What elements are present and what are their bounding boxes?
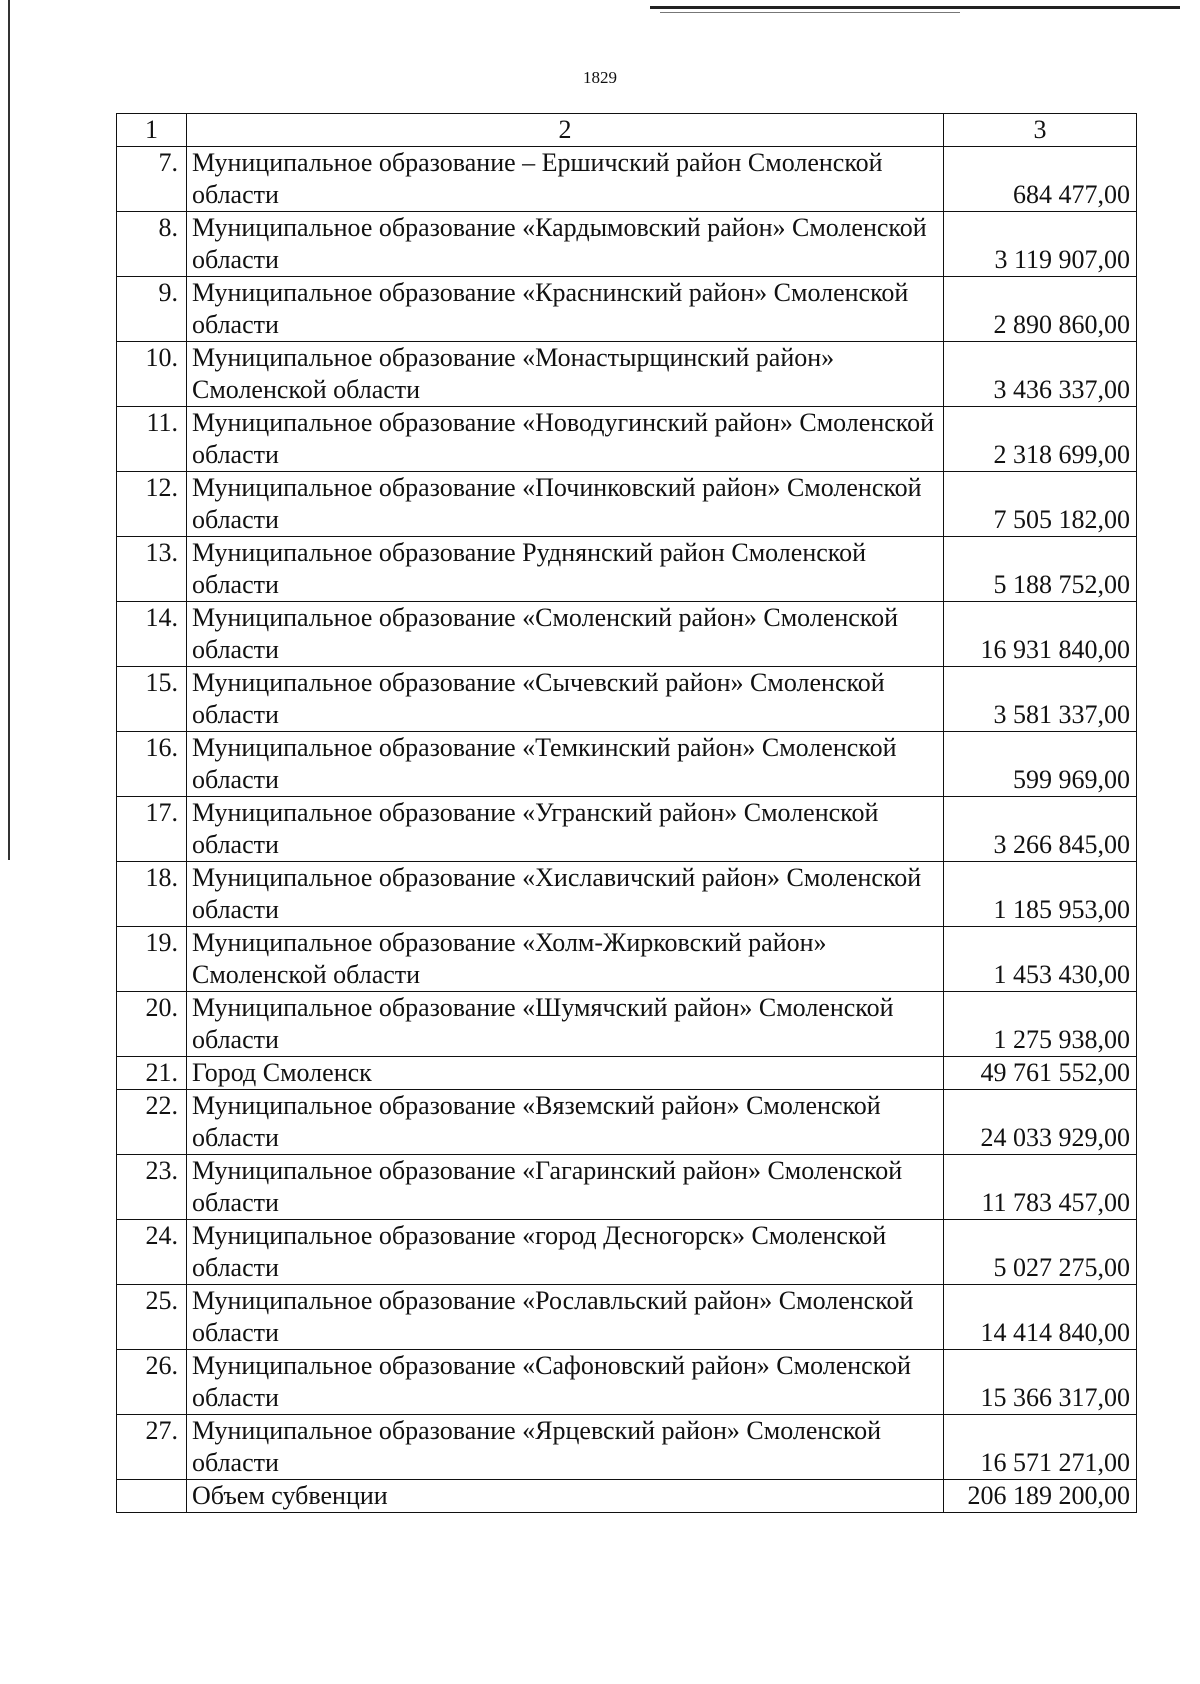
table-row xyxy=(117,1285,1137,1350)
scan-border-left xyxy=(8,0,10,860)
municipality-name: Муниципальное образование «Вяземский район» Смоленской области xyxy=(187,1090,944,1155)
table-row xyxy=(117,602,1137,667)
subvention-amount: 11 783 457,00 xyxy=(944,1155,1137,1220)
municipality-name: Муниципальное образование «Рославльский район» Смоленской области xyxy=(187,1285,944,1350)
page-number: 1829 xyxy=(583,68,617,87)
subvention-amount: 15 366 317,00 xyxy=(944,1350,1137,1415)
table-row xyxy=(117,927,1137,992)
table-row xyxy=(117,407,1137,472)
municipality-name: Муниципальное образование «Угранский район» Смоленской области xyxy=(187,797,944,862)
header-col-number: 1 xyxy=(117,114,187,147)
table-row xyxy=(117,1090,1137,1155)
table-row xyxy=(117,732,1137,797)
row-number: 17. xyxy=(117,797,187,862)
municipality-name: Муниципальное образование – Ершичский район Смоленской области xyxy=(187,147,944,212)
subvention-amount: 7 505 182,00 xyxy=(944,472,1137,537)
table-row xyxy=(117,472,1137,537)
table-row xyxy=(117,862,1137,927)
header-col-name: 2 xyxy=(187,114,944,147)
subvention-amount: 1 275 938,00 xyxy=(944,992,1137,1057)
subvention-amount: 1 453 430,00 xyxy=(944,927,1137,992)
table-row xyxy=(117,797,1137,862)
row-number: 18. xyxy=(117,862,187,927)
table-row xyxy=(117,1155,1137,1220)
row-number: 16. xyxy=(117,732,187,797)
row-number: 11. xyxy=(117,407,187,472)
subvention-amount: 3 119 907,00 xyxy=(944,212,1137,277)
municipality-name: Муниципальное образование «Монастырщинский район» Смоленской области xyxy=(187,342,944,407)
row-number: 25. xyxy=(117,1285,187,1350)
row-number xyxy=(117,1480,187,1513)
municipality-name: Муниципальное образование «Сычевский район» Смоленской области xyxy=(187,667,944,732)
municipality-name: Объем субвенции xyxy=(187,1480,944,1513)
municipality-name: Муниципальное образование «Темкинский район» Смоленской области xyxy=(187,732,944,797)
table-row xyxy=(117,1220,1137,1285)
subvention-amount: 24 033 929,00 xyxy=(944,1090,1137,1155)
row-number: 20. xyxy=(117,992,187,1057)
table-header-row xyxy=(117,114,1137,147)
table-row xyxy=(117,1350,1137,1415)
table-row xyxy=(117,342,1137,407)
municipality-name: Муниципальное образование «Хиславичский район» Смоленской области xyxy=(187,862,944,927)
municipality-name: Муниципальное образование «Починковский район» Смоленской области xyxy=(187,472,944,537)
row-number: 15. xyxy=(117,667,187,732)
subvention-amount: 16 931 840,00 xyxy=(944,602,1137,667)
table-row xyxy=(117,1415,1137,1480)
municipality-name: Муниципальное образование «Гагаринский район» Смоленской области xyxy=(187,1155,944,1220)
row-number: 27. xyxy=(117,1415,187,1480)
municipality-name: Муниципальное образование «Шумячский район» Смоленской области xyxy=(187,992,944,1057)
subvention-amount: 1 185 953,00 xyxy=(944,862,1137,927)
municipality-name: Муниципальное образование «Новодугинский район» Смоленской области xyxy=(187,407,944,472)
municipality-name: Муниципальное образование «Сафоновский район» Смоленской области xyxy=(187,1350,944,1415)
subvention-amount: 684 477,00 xyxy=(944,147,1137,212)
table-row xyxy=(117,1057,1137,1090)
municipality-name: Муниципальное образование «Смоленский район» Смоленской области xyxy=(187,602,944,667)
subvention-table xyxy=(116,113,1137,1513)
table-row xyxy=(117,992,1137,1057)
subvention-amount: 14 414 840,00 xyxy=(944,1285,1137,1350)
subvention-table-body xyxy=(117,114,1137,1513)
row-number: 24. xyxy=(117,1220,187,1285)
subvention-amount: 5 188 752,00 xyxy=(944,537,1137,602)
subvention-amount: 3 266 845,00 xyxy=(944,797,1137,862)
municipality-name: Муниципальное образование «Ярцевский район» Смоленской области xyxy=(187,1415,944,1480)
subvention-amount: 206 189 200,00 xyxy=(944,1480,1137,1513)
row-number: 10. xyxy=(117,342,187,407)
row-number: 12. xyxy=(117,472,187,537)
subvention-amount: 2 890 860,00 xyxy=(944,277,1137,342)
subvention-amount: 16 571 271,00 xyxy=(944,1415,1137,1480)
row-number: 19. xyxy=(117,927,187,992)
row-number: 23. xyxy=(117,1155,187,1220)
row-number: 9. xyxy=(117,277,187,342)
row-number: 13. xyxy=(117,537,187,602)
table-row xyxy=(117,667,1137,732)
subvention-amount: 2 318 699,00 xyxy=(944,407,1137,472)
table-row xyxy=(117,277,1137,342)
municipality-name: Муниципальное образование «Краснинский район» Смоленской области xyxy=(187,277,944,342)
municipality-name: Муниципальное образование Руднянский район Смоленской области xyxy=(187,537,944,602)
subvention-amount: 49 761 552,00 xyxy=(944,1057,1137,1090)
row-number: 7. xyxy=(117,147,187,212)
table-total-row xyxy=(117,1480,1137,1513)
row-number: 8. xyxy=(117,212,187,277)
row-number: 26. xyxy=(117,1350,187,1415)
header-col-amount: 3 xyxy=(944,114,1137,147)
row-number: 14. xyxy=(117,602,187,667)
scan-border-top xyxy=(650,6,1180,9)
municipality-name: Муниципальное образование «Кардымовский район» Смоленской области xyxy=(187,212,944,277)
table-row xyxy=(117,147,1137,212)
subvention-amount: 599 969,00 xyxy=(944,732,1137,797)
subvention-amount: 3 436 337,00 xyxy=(944,342,1137,407)
table-row xyxy=(117,212,1137,277)
scan-border-top-thin xyxy=(660,12,960,13)
municipality-name: Муниципальное образование «Холм-Жирковский район» Смоленской области xyxy=(187,927,944,992)
subvention-amount: 5 027 275,00 xyxy=(944,1220,1137,1285)
row-number: 22. xyxy=(117,1090,187,1155)
municipality-name: Город Смоленск xyxy=(187,1057,944,1090)
municipality-name: Муниципальное образование «город Десногорск» Смоленской области xyxy=(187,1220,944,1285)
subvention-amount: 3 581 337,00 xyxy=(944,667,1137,732)
row-number: 21. xyxy=(117,1057,187,1090)
table-row xyxy=(117,537,1137,602)
